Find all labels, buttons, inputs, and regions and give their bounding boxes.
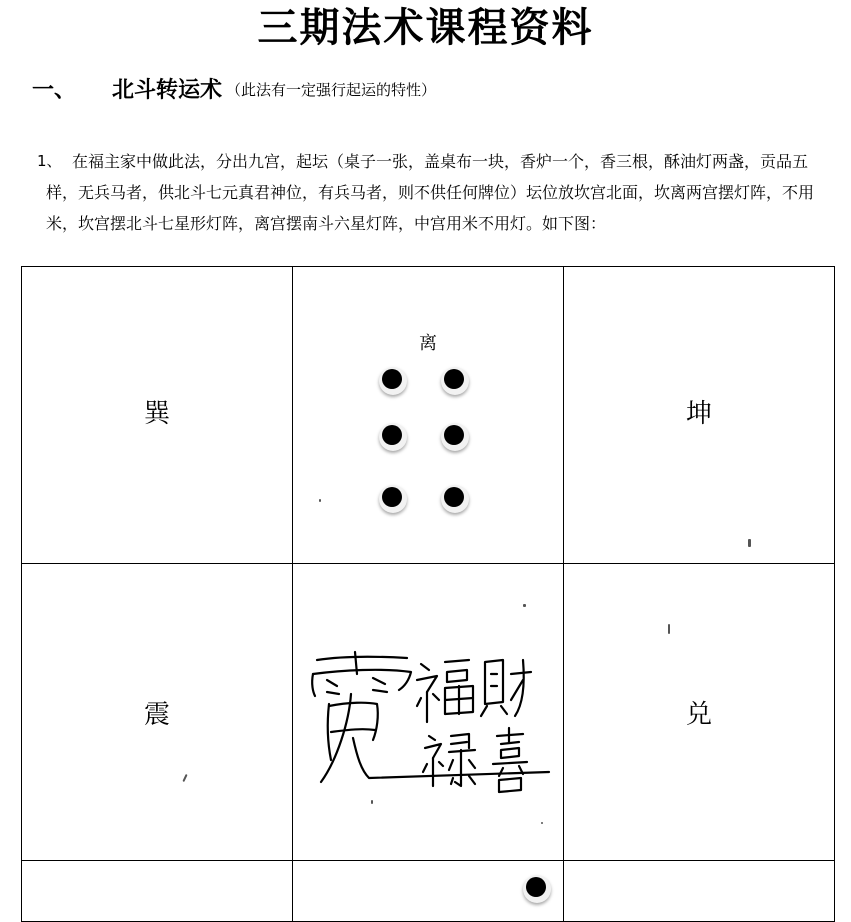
palace-cell-zhen — [22, 564, 293, 861]
oil-lamp-icon — [523, 875, 551, 903]
scan-speck — [182, 774, 187, 782]
center-handwriting — [293, 564, 563, 860]
scan-speck — [371, 800, 373, 804]
section-heading — [32, 70, 436, 106]
scan-speck — [523, 604, 526, 607]
oil-lamp-icon — [441, 423, 469, 451]
oil-lamp-icon — [379, 423, 407, 451]
section-number: 一、 — [32, 77, 77, 103]
instruction-paragraph — [37, 146, 836, 239]
palace-label-dui: 兑 — [685, 699, 712, 730]
scan-speck — [668, 624, 670, 634]
paragraph-number: 1、 — [37, 152, 62, 170]
palace-label-xun: 巽 — [143, 398, 170, 429]
oil-lamp-icon — [379, 367, 407, 395]
nine-palace-grid — [21, 266, 835, 922]
palace-cell-li — [293, 267, 564, 564]
palace-label-li: 离 — [419, 333, 437, 354]
scan-speck — [541, 822, 543, 824]
section-note: （此法有一定强行起运的特性） — [226, 80, 437, 99]
oil-lamp-icon — [379, 485, 407, 513]
paragraph-text: 在福主家中做此法，分出九宫，起坛（桌子一张，盖桌布一块，香炉一个，香三根，酥油灯两盏，贡品五样，无兵马者，供北斗七元真君神位，有兵马者，则不供任何牌位）坛位放坎宫北面，坎离两宫摆灯阵，不用米，坎宫摆北斗七星形灯阵，离宫摆南斗六星灯阵，中宫用米不用灯。如下图： — [46, 152, 815, 233]
palace-cell-kun — [564, 267, 835, 564]
document-title: 三期法术课程资料 — [257, 5, 594, 51]
palace-cell-qian — [564, 861, 835, 922]
palace-label-kun: 坤 — [685, 398, 712, 429]
scan-speck — [319, 499, 321, 502]
palace-cell-gen — [22, 861, 293, 922]
palace-label-zhen: 震 — [143, 699, 170, 730]
palace-cell-center — [293, 564, 564, 861]
palace-cell-kan — [293, 861, 564, 922]
scan-speck — [748, 539, 751, 547]
oil-lamp-icon — [441, 367, 469, 395]
palace-cell-dui — [564, 564, 835, 861]
palace-cell-xun — [22, 267, 293, 564]
oil-lamp-icon — [441, 485, 469, 513]
section-title: 北斗转运术 — [112, 77, 223, 103]
